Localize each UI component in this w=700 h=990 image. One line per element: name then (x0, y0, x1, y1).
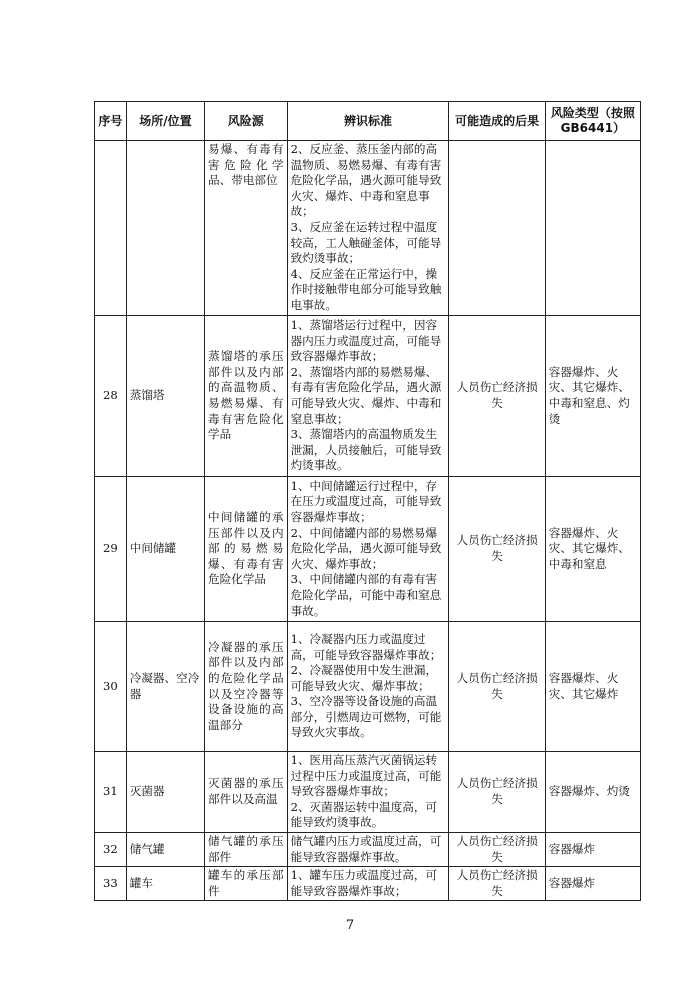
criteria-line: 3、蒸馏塔内的高温物质发生泄漏，人员接触后，可能导致灼烫事故。 (290, 427, 442, 473)
criteria-line: 3、反应釜在运转过程中温度较高，工人触碰釜体，可能导致灼烫事故； (290, 219, 442, 266)
row-source: 易爆、有毒有害危险化学品、带电部位 (205, 141, 288, 316)
row-place: 蒸馏塔 (126, 316, 204, 477)
row-source: 罐车的承压部件 (205, 867, 288, 901)
row-source: 储气罐的承压部件 (205, 832, 288, 866)
row-place: 罐车 (126, 867, 204, 901)
criteria-line: 2、中间储罐内部的易燃易爆危险化学品，遇火源可能导致火灾、爆炸事故； (290, 525, 442, 571)
row-criteria (287, 867, 449, 901)
row-place (126, 141, 204, 316)
row-result: 人员伤亡经济损失 (449, 622, 545, 752)
table-row (95, 832, 641, 866)
criteria-line: 3、空冷器等设备设施的高温部分，引燃周边可燃物，可能导致火灾事故。 (290, 694, 442, 740)
row-place: 灭菌器 (126, 752, 204, 833)
row-no: 28 (95, 316, 127, 477)
row-source: 蒸馏塔的承压部件以及内部的高温物质、易燃易爆、有毒有害危险化学品 (205, 316, 288, 477)
criteria-line: 1、冷凝器内压力或温度过高，可能导致容器爆炸事故； (290, 631, 442, 662)
row-criteria (287, 477, 449, 622)
table-row (95, 316, 641, 477)
table-row (95, 752, 641, 833)
risk-table (94, 101, 641, 901)
table-row (95, 867, 641, 901)
header-place: 场所/位置 (126, 102, 204, 141)
row-type: 容器爆炸、火灾、其它爆炸、中毒和窒息 (545, 477, 640, 622)
row-result: 人员伤亡经济损失 (449, 316, 545, 477)
row-place: 储气罐 (126, 832, 204, 866)
criteria-line: 2、冷凝器使用中发生泄漏，可能导致火灾、爆炸事故； (290, 663, 438, 693)
row-place: 冷凝器、空冷器 (126, 622, 204, 752)
header-criteria: 辨识标准 (287, 102, 449, 141)
table-header-row (95, 102, 641, 141)
row-source: 灭菌器的承压部件以及高温 (205, 752, 288, 833)
row-type: 容器爆炸 (545, 832, 640, 866)
criteria-line: 储气罐内压力或温度过高，可能导致容器爆炸事故。 (290, 833, 442, 864)
criteria-line: 2、反应釜、蒸压釜内部的高温物质、易燃易爆、有毒有害危险化学品，遇火源可能导致火灾、爆炸、中毒和窒息事故； (290, 142, 442, 219)
row-no: 29 (95, 477, 127, 622)
row-type: 容器爆炸 (545, 867, 640, 901)
row-no: 33 (95, 867, 127, 901)
row-source: 中间储罐的承压部件以及内部的易燃易爆、有毒有害危险化学品 (205, 477, 288, 622)
header-result: 可能造成的后果 (449, 102, 545, 141)
row-result: 人员伤亡经济损失 (449, 477, 545, 622)
row-type: 容器爆炸、灼烫 (545, 752, 640, 833)
criteria-line: 4、反应釜在正常运行中，操作时接触带电部分可能导致触电事故。 (290, 266, 442, 312)
criteria-line: 2、灭菌器运转中温度高，可能导致灼烫事故。 (290, 799, 438, 830)
page-number: 7 (345, 918, 355, 933)
row-criteria (287, 316, 449, 477)
header-source: 风险源 (205, 102, 288, 141)
row-no: 32 (95, 832, 127, 866)
table-row (95, 622, 641, 752)
header-type: 风险类型（按照GB6441） (545, 102, 640, 141)
criteria-line: 1、中间储罐运行过程中，存在压力或温度过高，可能导致容器爆炸事故； (290, 478, 442, 525)
criteria-line: 1、医用高压蒸汽灭菌锅运转过程中压力或温度过高，可能导致容器爆炸事故； (290, 753, 442, 799)
row-no (95, 141, 127, 316)
row-criteria (287, 832, 449, 866)
criteria-line: 2、蒸馏塔内部的易燃易爆、有毒有害危险化学品，遇火源可能导致火灾、爆炸、中毒和窒息事故； (290, 364, 442, 426)
table-row (95, 477, 641, 622)
row-criteria (287, 622, 449, 752)
row-type: 容器爆炸、火灾、其它爆炸 (545, 622, 640, 752)
row-no: 31 (95, 752, 127, 833)
row-type: 容器爆炸、火灾、其它爆炸、中毒和窒息、灼烫 (545, 316, 640, 477)
table-row (95, 141, 641, 316)
row-result: 人员伤亡经济损失 (449, 867, 545, 901)
row-type (545, 141, 640, 316)
row-place: 中间储罐 (126, 477, 204, 622)
header-no: 序号 (95, 102, 127, 141)
row-result (449, 141, 545, 316)
row-result: 人员伤亡经济损失 (449, 752, 545, 833)
criteria-line: 3、中间储罐内部的有毒有害危险化学品，可能中毒和窒息事故。 (290, 572, 442, 618)
row-source: 冷凝器的承压部件以及内部的危险化学品以及空冷器等设备设施的高温部分 (205, 622, 288, 752)
criteria-line: 1、罐车压力或温度过高，可能导致容器爆炸事故； (290, 868, 438, 898)
row-criteria (287, 752, 449, 833)
row-result: 人员伤亡经济损失 (449, 832, 545, 866)
row-no: 30 (95, 622, 127, 752)
criteria-line: 1、蒸馏塔运行过程中，因容器内压力或温度过高，可能导致容器爆炸事故； (290, 318, 442, 364)
row-criteria (287, 141, 449, 316)
